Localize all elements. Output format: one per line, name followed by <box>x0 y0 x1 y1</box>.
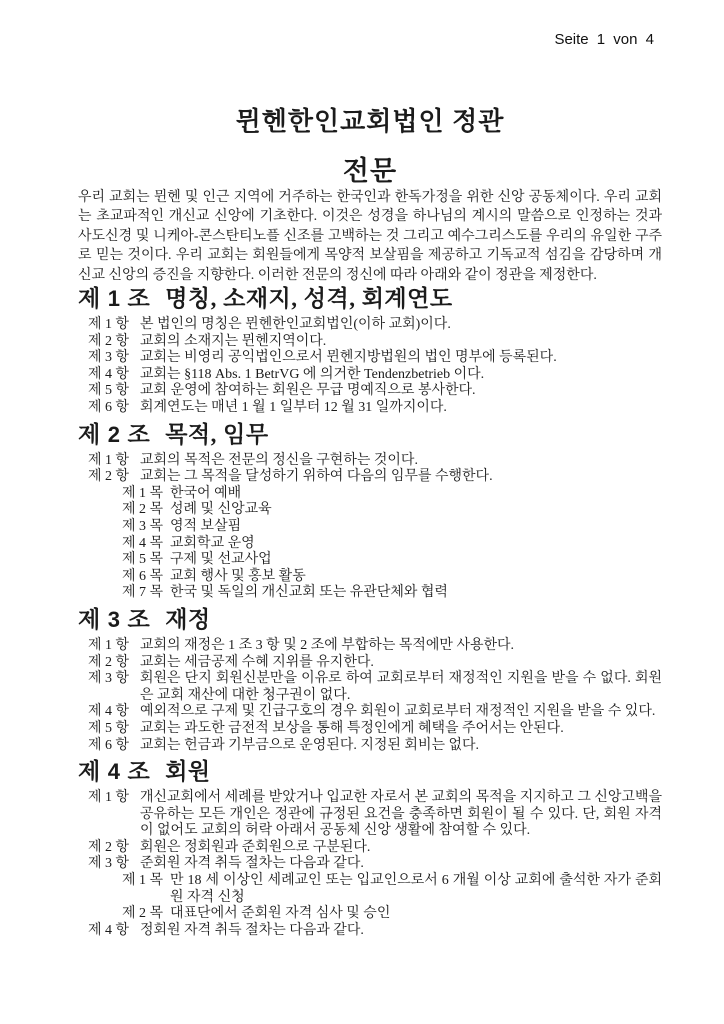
clause-label: 제 3 항 <box>88 350 130 366</box>
article-3 <box>78 606 662 754</box>
clause-text: 회원은 정회원과 준회원으로 구분된다. <box>140 839 371 855</box>
article-number: 4 <box>107 759 121 785</box>
clause-text: 교회는 그 목적을 달성하기 위하여 다음의 임무를 수행한다. <box>140 469 493 485</box>
clause-text: 본 법인의 명칭은 뮌헨한인교회법인(이하 교회)이다. <box>140 317 451 333</box>
article-heading <box>78 758 662 786</box>
article-label-prefix: 제 <box>78 606 101 632</box>
clause-text: 교회 행사 및 홍보 활동 <box>170 568 306 584</box>
clause-label: 제 6 항 <box>88 737 130 753</box>
clause-label: 제 1 항 <box>88 452 130 468</box>
clause-label: 제 4 항 <box>88 366 130 382</box>
clause-label: 제 2 목 <box>122 502 164 518</box>
clause-text: 회원은 단지 회원신분만을 이유로 하여 교회로부터 재정적인 지원을 받을 수 없다. 회원은 교회 재산에 대한 청구권이 없다. <box>140 671 662 703</box>
clause-text: 한국 및 독일의 개신교회 또는 유관단체와 협력 <box>170 585 448 601</box>
clause-item <box>122 536 662 553</box>
clause-row <box>88 453 662 470</box>
clause-row <box>88 840 662 857</box>
clause-item <box>122 873 662 906</box>
clause-label: 제 7 목 <box>122 585 164 601</box>
clause-item <box>122 552 662 569</box>
clause-row <box>88 671 662 704</box>
clause-text: 교회는 헌금과 기부금으로 운영된다. 지정된 회비는 없다. <box>140 737 480 753</box>
clause-label: 제 1 목 <box>122 485 164 501</box>
articles <box>78 285 662 939</box>
clause-text: 개신교회에서 세례를 받았거나 입교한 자로서 본 교회의 목적을 지지하고 그 신앙고백을 공유하는 모든 개인은 정관에 규정된 요건을 충족하면 회원이 될 수 있다. 단, 회원 자격이 없어도 교회의 허락 아래서 공동체 신앙 생활에 참여할 수 있다. <box>140 790 662 839</box>
article-heading <box>78 606 662 634</box>
article-label-suffix: 조 <box>127 759 151 785</box>
clause-text: 교회는 세금공제 수혜 지위를 유지한다. <box>140 654 374 670</box>
clause-row <box>88 383 662 400</box>
clause-text: 교회의 목적은 전문의 정신을 구현하는 것이다. <box>140 452 418 468</box>
clause-label: 제 4 항 <box>88 704 130 720</box>
document-title: 뮌헨한인교회법인 정관 <box>235 107 505 136</box>
clause-item <box>122 519 662 536</box>
article-label-suffix: 조 <box>127 606 151 632</box>
clause-row <box>88 856 662 873</box>
clause-row <box>88 367 662 384</box>
clause-label: 제 2 항 <box>88 654 130 670</box>
clause-text: 교회는 과도한 금전적 보상을 통해 특정인에게 혜택을 주어서는 안된다. <box>140 720 564 736</box>
article-number: 3 <box>107 606 121 632</box>
article-label-suffix: 조 <box>127 421 151 447</box>
clause-text: 교회학교 운영 <box>170 535 255 551</box>
clause-text: 교회는 비영리 공익법인으로서 뮌헨지방법원의 법인 명부에 등록된다. <box>140 350 557 366</box>
article-heading <box>78 421 662 449</box>
clause-row <box>88 317 662 334</box>
article-label-prefix: 제 <box>78 421 101 447</box>
clause-label: 제 5 목 <box>122 552 164 568</box>
clause-item <box>122 569 662 586</box>
clause-row <box>88 334 662 351</box>
clause-label: 제 1 목 <box>122 873 164 889</box>
clause-text: 대표단에서 준회원 자격 심사 및 승인 <box>170 906 391 922</box>
article-title: 회원 <box>165 759 211 785</box>
clause-row <box>88 790 662 840</box>
clause-label: 제 1 항 <box>88 790 130 806</box>
clause-row <box>88 350 662 367</box>
article-2 <box>78 421 662 602</box>
clause-text: 교회는 §118 Abs. 1 BetrVG 에 의거한 Tendenzbetrieb 이다. <box>140 366 485 382</box>
clause-label: 제 4 항 <box>88 922 130 938</box>
clause-text: 준회원 자격 취득 절차는 다음과 같다. <box>140 856 364 872</box>
clause-row <box>88 704 662 721</box>
preamble-heading: 전문 <box>342 156 398 186</box>
clause-label: 제 4 목 <box>122 535 164 551</box>
clause-text: 구제 및 선교사업 <box>170 552 272 568</box>
article-1 <box>78 285 662 417</box>
article-heading <box>78 285 662 313</box>
clause-label: 제 2 항 <box>88 469 130 485</box>
clause-row <box>88 638 662 655</box>
article-label-suffix: 조 <box>127 286 151 312</box>
clause-text: 영적 보살핌 <box>170 518 242 534</box>
clause-text: 교회의 소재지는 뮌헨지역이다. <box>140 333 327 349</box>
clause-label: 제 2 항 <box>88 839 130 855</box>
clause-item <box>122 502 662 519</box>
page-number-header: Seite 1 von 4 <box>554 31 654 48</box>
clause-label: 제 6 항 <box>88 400 130 415</box>
clause-text: 교회 운영에 참여하는 회원은 무급 명예직으로 봉사한다. <box>140 383 476 399</box>
clause-label: 제 5 항 <box>88 720 130 736</box>
article-title: 재정 <box>165 606 211 632</box>
clause-label: 제 1 항 <box>88 637 130 653</box>
clause-item <box>122 906 662 923</box>
clause-item <box>122 585 662 602</box>
article-title: 목적, 임무 <box>165 421 269 447</box>
clause-row <box>88 738 662 755</box>
clause-row <box>88 923 662 940</box>
clause-text: 교회의 재정은 1 조 3 항 및 2 조에 부합하는 목적에만 사용한다. <box>140 637 515 653</box>
article-4 <box>78 758 662 939</box>
clause-row <box>88 721 662 738</box>
article-title: 명칭, 소재지, 성격, 회계연도 <box>165 286 453 312</box>
clause-text: 만 18 세 이상인 세례교인 또는 입교인으로서 6 개월 이상 교회에 출석한 자가 준회원 자격 신청 <box>170 873 662 905</box>
article-label-prefix: 제 <box>78 759 101 785</box>
article-number: 2 <box>107 421 121 447</box>
clause-text: 회계연도는 매년 1 월 1 일부터 12 월 31 일까지이다. <box>140 400 447 415</box>
clause-row <box>88 400 662 417</box>
document-body <box>78 104 662 939</box>
clause-label: 제 2 항 <box>88 333 130 349</box>
clause-label: 제 3 항 <box>88 671 130 687</box>
clause-label: 제 3 목 <box>122 518 164 534</box>
clause-row <box>88 655 662 672</box>
clause-text: 한국어 예배 <box>170 485 242 501</box>
preamble-text: 우리 교회는 뮌헨 및 인근 지역에 거주하는 한국인과 한독가정을 위한 신앙 공동체이다. 우리 교회는 초교파적인 개신교 신앙에 기초한다. 이것은 성경을 하나님의 계시의 말씀으로 인정하는 것과 사도신경 및 니케아-콘스탄티노플 신조를 고백하는 것 그리고 예수그리스도를 우리의 유일한 구주로 믿는 것이다. 우리 교회는 회원들에게 목양적 보살핌을 제공하고 기독교적 섬김을 감당하며 개신교 신앙의 증진을 지향한다. 이러한 전문의 정신에 따라 아래와 같이 정관을 제정한다. <box>78 190 662 283</box>
clause-label: 제 6 목 <box>122 568 164 584</box>
clause-text: 정회원 자격 취득 절차는 다음과 같다. <box>140 922 364 938</box>
clause-label: 제 5 항 <box>88 383 130 399</box>
clause-label: 제 1 항 <box>88 317 130 333</box>
article-number: 1 <box>107 286 121 312</box>
clause-text: 성례 및 신앙교육 <box>170 502 272 518</box>
clause-label: 제 3 항 <box>88 856 130 872</box>
clause-label: 제 2 목 <box>122 906 164 922</box>
clause-text: 예외적으로 구제 및 긴급구호의 경우 회원이 교회로부터 재정적인 지원을 받을 수 있다. <box>140 704 656 720</box>
clause-row <box>88 469 662 486</box>
article-label-prefix: 제 <box>78 286 101 312</box>
clause-item <box>122 486 662 503</box>
